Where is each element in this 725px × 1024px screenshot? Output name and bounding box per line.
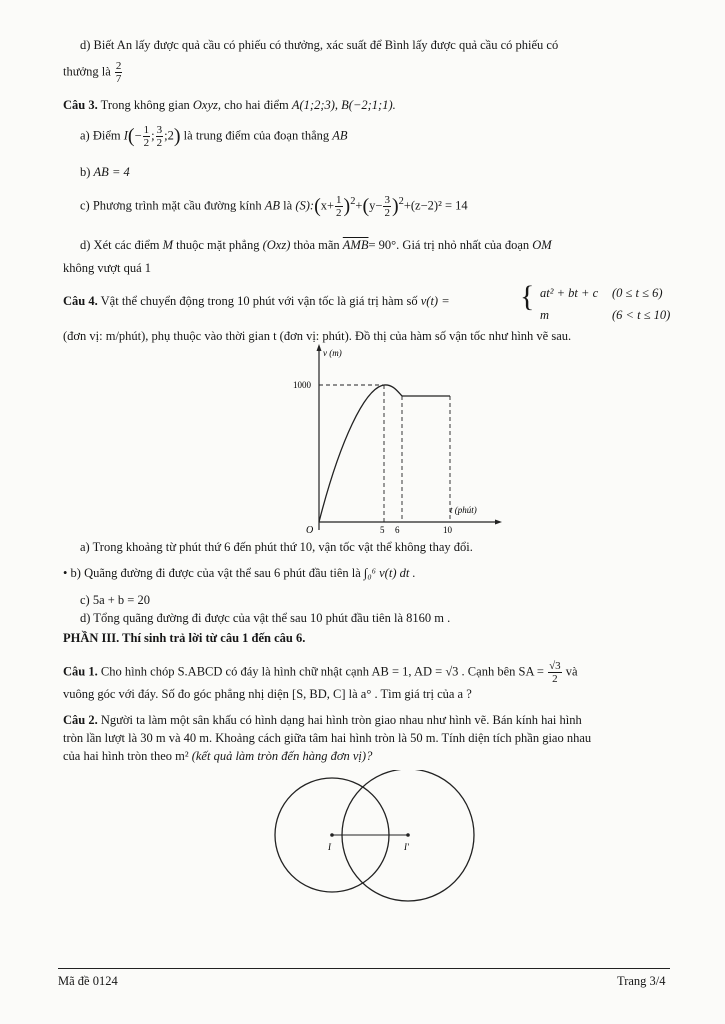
p3-q2-line2: tròn lần lượt là 30 m và 40 m. Khoảng cách giữa tâm hai hình tròn là 50 m. Tính diện tích phần giao nhau (63, 731, 592, 745)
parabola-curve (319, 385, 402, 522)
q4-case2: m (540, 308, 550, 322)
center-I2 (406, 833, 410, 837)
p3-q1-line2: vuông góc với đáy. Số đo góc phẳng nhị diện [S, BD, C] là a° . Tìm giá trị của a ? (63, 687, 472, 701)
q4-stem: Câu 4. Vật thể chuyển động trong 10 phút với vận tốc là giá trị hàm số v(t) = (63, 294, 450, 308)
q4-option-a: a) Trong khoảng từ phút thứ 6 đến phút thứ 10, vận tốc vật thể không thay đổi. (80, 540, 473, 554)
prev-question-d-line1: d) Biết An lấy được quả cầu có phiếu có thưởng, xác suất để Bình lấy được quả cầu có phiếu có (80, 38, 559, 52)
y-axis-arrow (317, 344, 322, 351)
footer-page-number: Trang 3/4 (617, 974, 666, 988)
q4-option-c: c) 5a + b = 20 (80, 593, 150, 607)
footer-exam-code: Mã đề 0124 (58, 974, 118, 988)
y-tick-1000: 1000 (293, 380, 311, 390)
x-tick-10: 10 (443, 525, 452, 535)
q4-stem-line2: (đơn vị: m/phút), phụ thuộc vào thời gian t (đơn vị: phút). Đồ thị của hàm số vận tốc như hình vẽ sau. (63, 329, 572, 343)
part3-title: PHẦN III. Thí sinh trả lời từ câu 1 đến câu 6. (63, 631, 306, 645)
p3-q2-line3: của hai hình tròn theo m² (kết quả làm tròn đến hàng đơn vị)? (63, 749, 373, 763)
q3-option-b: b) AB = 4 (80, 165, 130, 179)
q3-option-d: d) Xét các điểm M thuộc mặt phẳng (Oxz) thỏa mãn $\overline{AMB}= 90^\circ$. Giá trị nhỏ nhất của đoạn OM (80, 238, 552, 252)
x-axis-label: t (phút) (450, 505, 477, 515)
q4-brace: { (520, 280, 535, 313)
q3-option-d-line2: không vượt quá 1 (63, 261, 152, 275)
p3-q1-line1: Câu 1. Cho hình chóp S.ABCD có đáy là hình chữ nhật cạnh AB = 1, AD = √3 . Cạnh bên SA = $\frac{√3}{2}$ và (63, 660, 578, 685)
q4-case1: at² + bt + c (540, 286, 599, 300)
x-tick-5: 5 (380, 525, 385, 535)
fraction-2-7: $\frac{2}{7}$ (115, 60, 122, 85)
origin-label: O (306, 525, 314, 536)
q4-option-b: • b) Quãng đường đi được của vật thể sau 6 phút đầu tiên là ∫₀⁶ v(t) dt . (63, 566, 416, 580)
x-axis-arrow (495, 520, 502, 525)
q4-option-d: d) Tổng quãng đường đi được của vật thể sau 10 phút đầu tiên là 8160 m . (80, 611, 451, 625)
q4-case1-cond: (0 ≤ t ≤ 6) (612, 286, 663, 300)
p3-q2-line1: Câu 2. Người ta làm một sân khấu có hình dạng hai hình tròn giao nhau như hình vẽ. Bán kính hai hình (63, 713, 582, 727)
center-I (330, 833, 334, 837)
prev-question-d-line2: thưởng là $\frac{2}{7}$ (63, 60, 122, 85)
label-I: I (328, 842, 331, 852)
footer-divider (58, 968, 670, 969)
x-tick-6: 6 (395, 525, 400, 535)
q4-case2-cond: (6 < t ≤ 10) (612, 308, 671, 322)
q3-stem: Câu 3. Trong không gian Oxyz, cho hai điểm A(1;2;3), B(−2;1;1). (63, 98, 396, 112)
velocity-graph (290, 340, 510, 540)
q3-option-c: c) Phương trình mặt cầu đường kính AB là (S):(x+ $\frac{1}{2}$ )$^2$+(y− $\frac{3}{2}$ )$^2$+(z−2)² = 14 (80, 194, 468, 219)
y-axis-label: v (m) (323, 348, 342, 358)
q3-option-a: a) Điểm I(− $\frac{1}{2}$ ; $\frac{3}{2}$ ;2) là trung điểm của đoạn thẳng AB (80, 124, 348, 149)
label-I2: I' (404, 842, 409, 852)
intersecting-circles-figure (270, 770, 490, 910)
